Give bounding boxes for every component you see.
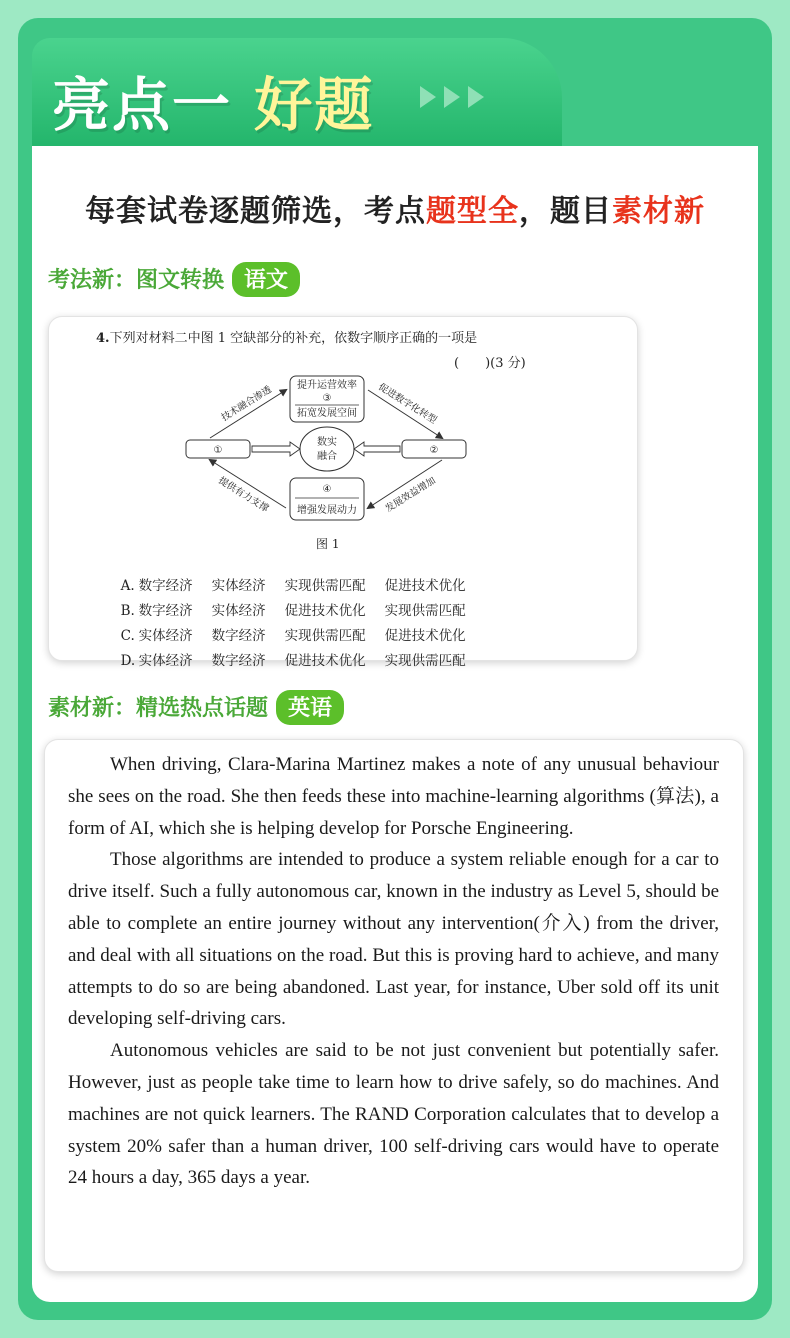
option-item: 促进技术优化 [384,578,466,594]
diagram-left-hollow-arrow [252,442,300,456]
option-item: 实体经济 [211,578,266,594]
option-item: 数字经济 [138,578,193,594]
section2-label-text: 素材新：精选热点话题 [48,696,269,721]
headline [0,186,790,230]
header-title [52,58,374,142]
option-item: 促进技术优化 [284,603,366,619]
passage-paragraph: When driving, Clara-Marina Martinez makes a note of any unusual behaviour she sees on the road. She then feeds these into machine-learning algorithms (算法), a form of AI, which she is helping develop for Porsche Engineering. [68,754,719,839]
diagram-right-label: ② [429,445,439,456]
concept-diagram [180,372,470,524]
option-item: 实现供需匹配 [384,653,466,669]
diagram-bottom-num: ④ [322,484,332,495]
section1-label-text: 考法新：图文转换 [48,268,225,293]
diagram-top-line1: 提升运营效率 [297,380,357,391]
option-item: 实现供需匹配 [384,603,466,619]
header-title-part1: 亮点一 [52,71,233,139]
option-letter: B. [120,603,135,619]
option-item: 实体经济 [138,653,193,669]
figure-caption: 图 1 [316,537,340,551]
headline-part3: ，题目 [519,194,612,229]
diagram-center-line2: 融合 [317,451,337,462]
option-item: 实体经济 [138,628,193,644]
diagram-label-lower-left: 提供有力支撑 [216,475,271,515]
passage-paragraph: Those algorithms are intended to produce a system reliable enough for a car to drive itself. Such a fully autonomous car, known in the industry as Level 5, should be able to complete an entire journey without any intervention(介入) from the driver, and deal with all situations on the road. But this is proving hard to achieve, and many attempts to do so are being abandoned. Last year, for instance, Uber sold off its unit developing self-driving cars. [68,849,719,1030]
diagram-center-line1: 数实 [317,437,337,448]
option-item: 实现供需匹配 [284,628,366,644]
section2-label [48,690,344,725]
option-item: 数字经济 [138,603,193,619]
passage-text [68,749,719,1194]
option-item: 数字经济 [211,653,266,669]
option-item: 促进技术优化 [384,628,466,644]
diagram-top-num: ③ [322,393,332,404]
section2-tag: 英语 [276,690,344,725]
header-title-part2: 好题 [254,71,375,139]
passage-paragraph: Autonomous vehicles are said to be not just convenient but potentially safer. However, just as people take time to learn how to drive safely, so do machines. And machines are not quick learners. The RAND Corporation calculates that to develop a system 20% safer than a human driver, 100 self-driving cars would have to operate 24 hours a day, 365 days a year. [68,1040,719,1189]
option-letter: D. [120,653,136,669]
triple-arrow-icon [418,82,498,112]
headline-part2: 题型全 [426,194,519,229]
option-letter: C. [120,628,135,644]
question-stem-text: 下列对材料二中图 1 空缺部分的补充，依数字顺序正确的一项是 [109,331,478,346]
diagram-label-lower-right: 发展效益增加 [383,475,438,515]
section1-tag: 语文 [232,262,300,297]
diagram-right-hollow-arrow [354,442,400,456]
question-stem [96,327,477,346]
question-number: 4. [96,331,110,346]
diagram-center-circle [300,427,354,471]
diagram-bottom-line: 增强发展动力 [297,505,357,516]
option-item: 实现供需匹配 [284,578,366,594]
section1-label [48,262,300,297]
option-item: 实体经济 [211,603,266,619]
option-item: 促进技术优化 [284,653,366,669]
headline-part1: 每套试卷逐题筛选，考点 [85,194,426,229]
option-d[interactable] [112,633,466,669]
diagram-label-upper-left: 技术融合渗透 [219,384,274,424]
option-item: 数字经济 [211,628,266,644]
option-letter: A. [120,578,135,594]
diagram-left-label: ① [213,445,223,456]
headline-part4: 素材新 [612,194,705,229]
diagram-top-line2: 拓宽发展空间 [297,408,357,419]
question-score: ( )(3 分) [454,356,526,371]
diagram-label-upper-right: 促进数字化转型 [376,381,439,427]
